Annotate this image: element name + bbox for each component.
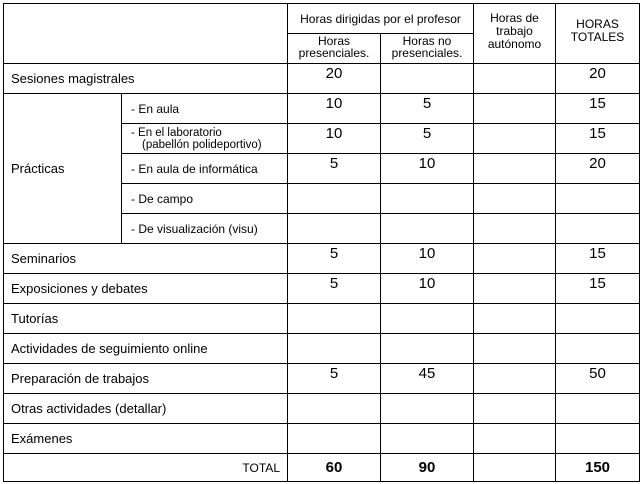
total-label: TOTAL (4, 454, 288, 482)
row-sublabel-line1: - En el laboratorio (131, 126, 222, 139)
cell-total (556, 394, 640, 424)
cell-total: 15 (556, 274, 640, 304)
cell-no-presenciales (381, 214, 474, 244)
hours-table (3, 3, 640, 482)
header-autonomo: Horas de trabajo autónomo (474, 4, 556, 64)
total-no-presenciales: 90 (381, 454, 474, 482)
cell-autonomo (474, 274, 556, 304)
row-label: Tutorías (4, 304, 288, 334)
cell-no-presenciales (381, 184, 474, 214)
table-row (4, 94, 640, 124)
cell-no-presenciales: 5 (381, 94, 474, 124)
cell-total: 20 (556, 154, 640, 184)
row-sublabel: - De campo (122, 184, 288, 214)
row-label: Seminarios (4, 244, 288, 274)
cell-no-presenciales (381, 394, 474, 424)
row-label: Exposiciones y debates (4, 274, 288, 304)
table-row (4, 334, 640, 364)
cell-autonomo (474, 124, 556, 154)
header-no-presenciales: Horas no presenciales. (381, 34, 474, 64)
row-sublabel: - En aula (122, 94, 288, 124)
practicas-label: Prácticas (4, 94, 122, 244)
cell-no-presenciales: 45 (381, 364, 474, 394)
cell-autonomo (474, 424, 556, 454)
total-autonomo (474, 454, 556, 482)
cell-total: 15 (556, 244, 640, 274)
row-sublabel-line2: (pabellón polideportivo) (142, 138, 262, 151)
total-row (4, 454, 640, 482)
row-label: Sesiones magistrales (4, 64, 288, 94)
cell-no-presenciales (381, 334, 474, 364)
cell-presenciales (288, 214, 381, 244)
cell-autonomo (474, 394, 556, 424)
row-label: Actividades de seguimiento online (4, 334, 288, 364)
cell-presenciales: 5 (288, 274, 381, 304)
cell-total (556, 184, 640, 214)
cell-presenciales: 5 (288, 244, 381, 274)
cell-total (556, 304, 640, 334)
cell-no-presenciales (381, 64, 474, 94)
cell-total (556, 334, 640, 364)
header-presenciales: Horas presenciales. (288, 34, 381, 64)
cell-autonomo (474, 154, 556, 184)
row-label: Exámenes (4, 424, 288, 454)
cell-autonomo (474, 94, 556, 124)
table-row (4, 64, 640, 94)
cell-total: 50 (556, 364, 640, 394)
cell-presenciales (288, 394, 381, 424)
cell-autonomo (474, 304, 556, 334)
table-row (4, 394, 640, 424)
header-group-label: Horas dirigidas por el profesor (288, 4, 474, 34)
table-row (4, 364, 640, 394)
total-total: 150 (556, 454, 640, 482)
cell-presenciales (288, 334, 381, 364)
cell-autonomo (474, 334, 556, 364)
cell-no-presenciales (381, 304, 474, 334)
cell-total (556, 214, 640, 244)
cell-total (556, 424, 640, 454)
cell-autonomo (474, 244, 556, 274)
cell-no-presenciales: 10 (381, 274, 474, 304)
table-row (4, 274, 640, 304)
cell-no-presenciales: 10 (381, 154, 474, 184)
header-blank (4, 4, 288, 64)
row-sublabel (122, 124, 288, 154)
cell-autonomo (474, 214, 556, 244)
cell-presenciales: 20 (288, 64, 381, 94)
cell-no-presenciales: 10 (381, 244, 474, 274)
cell-presenciales: 5 (288, 364, 381, 394)
cell-total: 20 (556, 64, 640, 94)
row-label: Preparación de trabajos (4, 364, 288, 394)
table-row (4, 304, 640, 334)
cell-presenciales: 5 (288, 154, 381, 184)
table-row (4, 244, 640, 274)
table-row (4, 424, 640, 454)
cell-presenciales: 10 (288, 124, 381, 154)
cell-no-presenciales (381, 424, 474, 454)
cell-presenciales: 10 (288, 94, 381, 124)
row-label: Otras actividades (detallar) (4, 394, 288, 424)
cell-autonomo (474, 64, 556, 94)
total-presenciales: 60 (288, 454, 381, 482)
cell-total: 15 (556, 124, 640, 154)
row-sublabel: - En aula de informática (122, 154, 288, 184)
cell-total: 15 (556, 94, 640, 124)
header-totales: HORAS TOTALES (556, 4, 640, 64)
cell-autonomo (474, 184, 556, 214)
row-sublabel: - De visualización (visu) (122, 214, 288, 244)
cell-presenciales (288, 424, 381, 454)
cell-no-presenciales: 5 (381, 124, 474, 154)
cell-presenciales (288, 184, 381, 214)
cell-autonomo (474, 364, 556, 394)
cell-presenciales (288, 304, 381, 334)
